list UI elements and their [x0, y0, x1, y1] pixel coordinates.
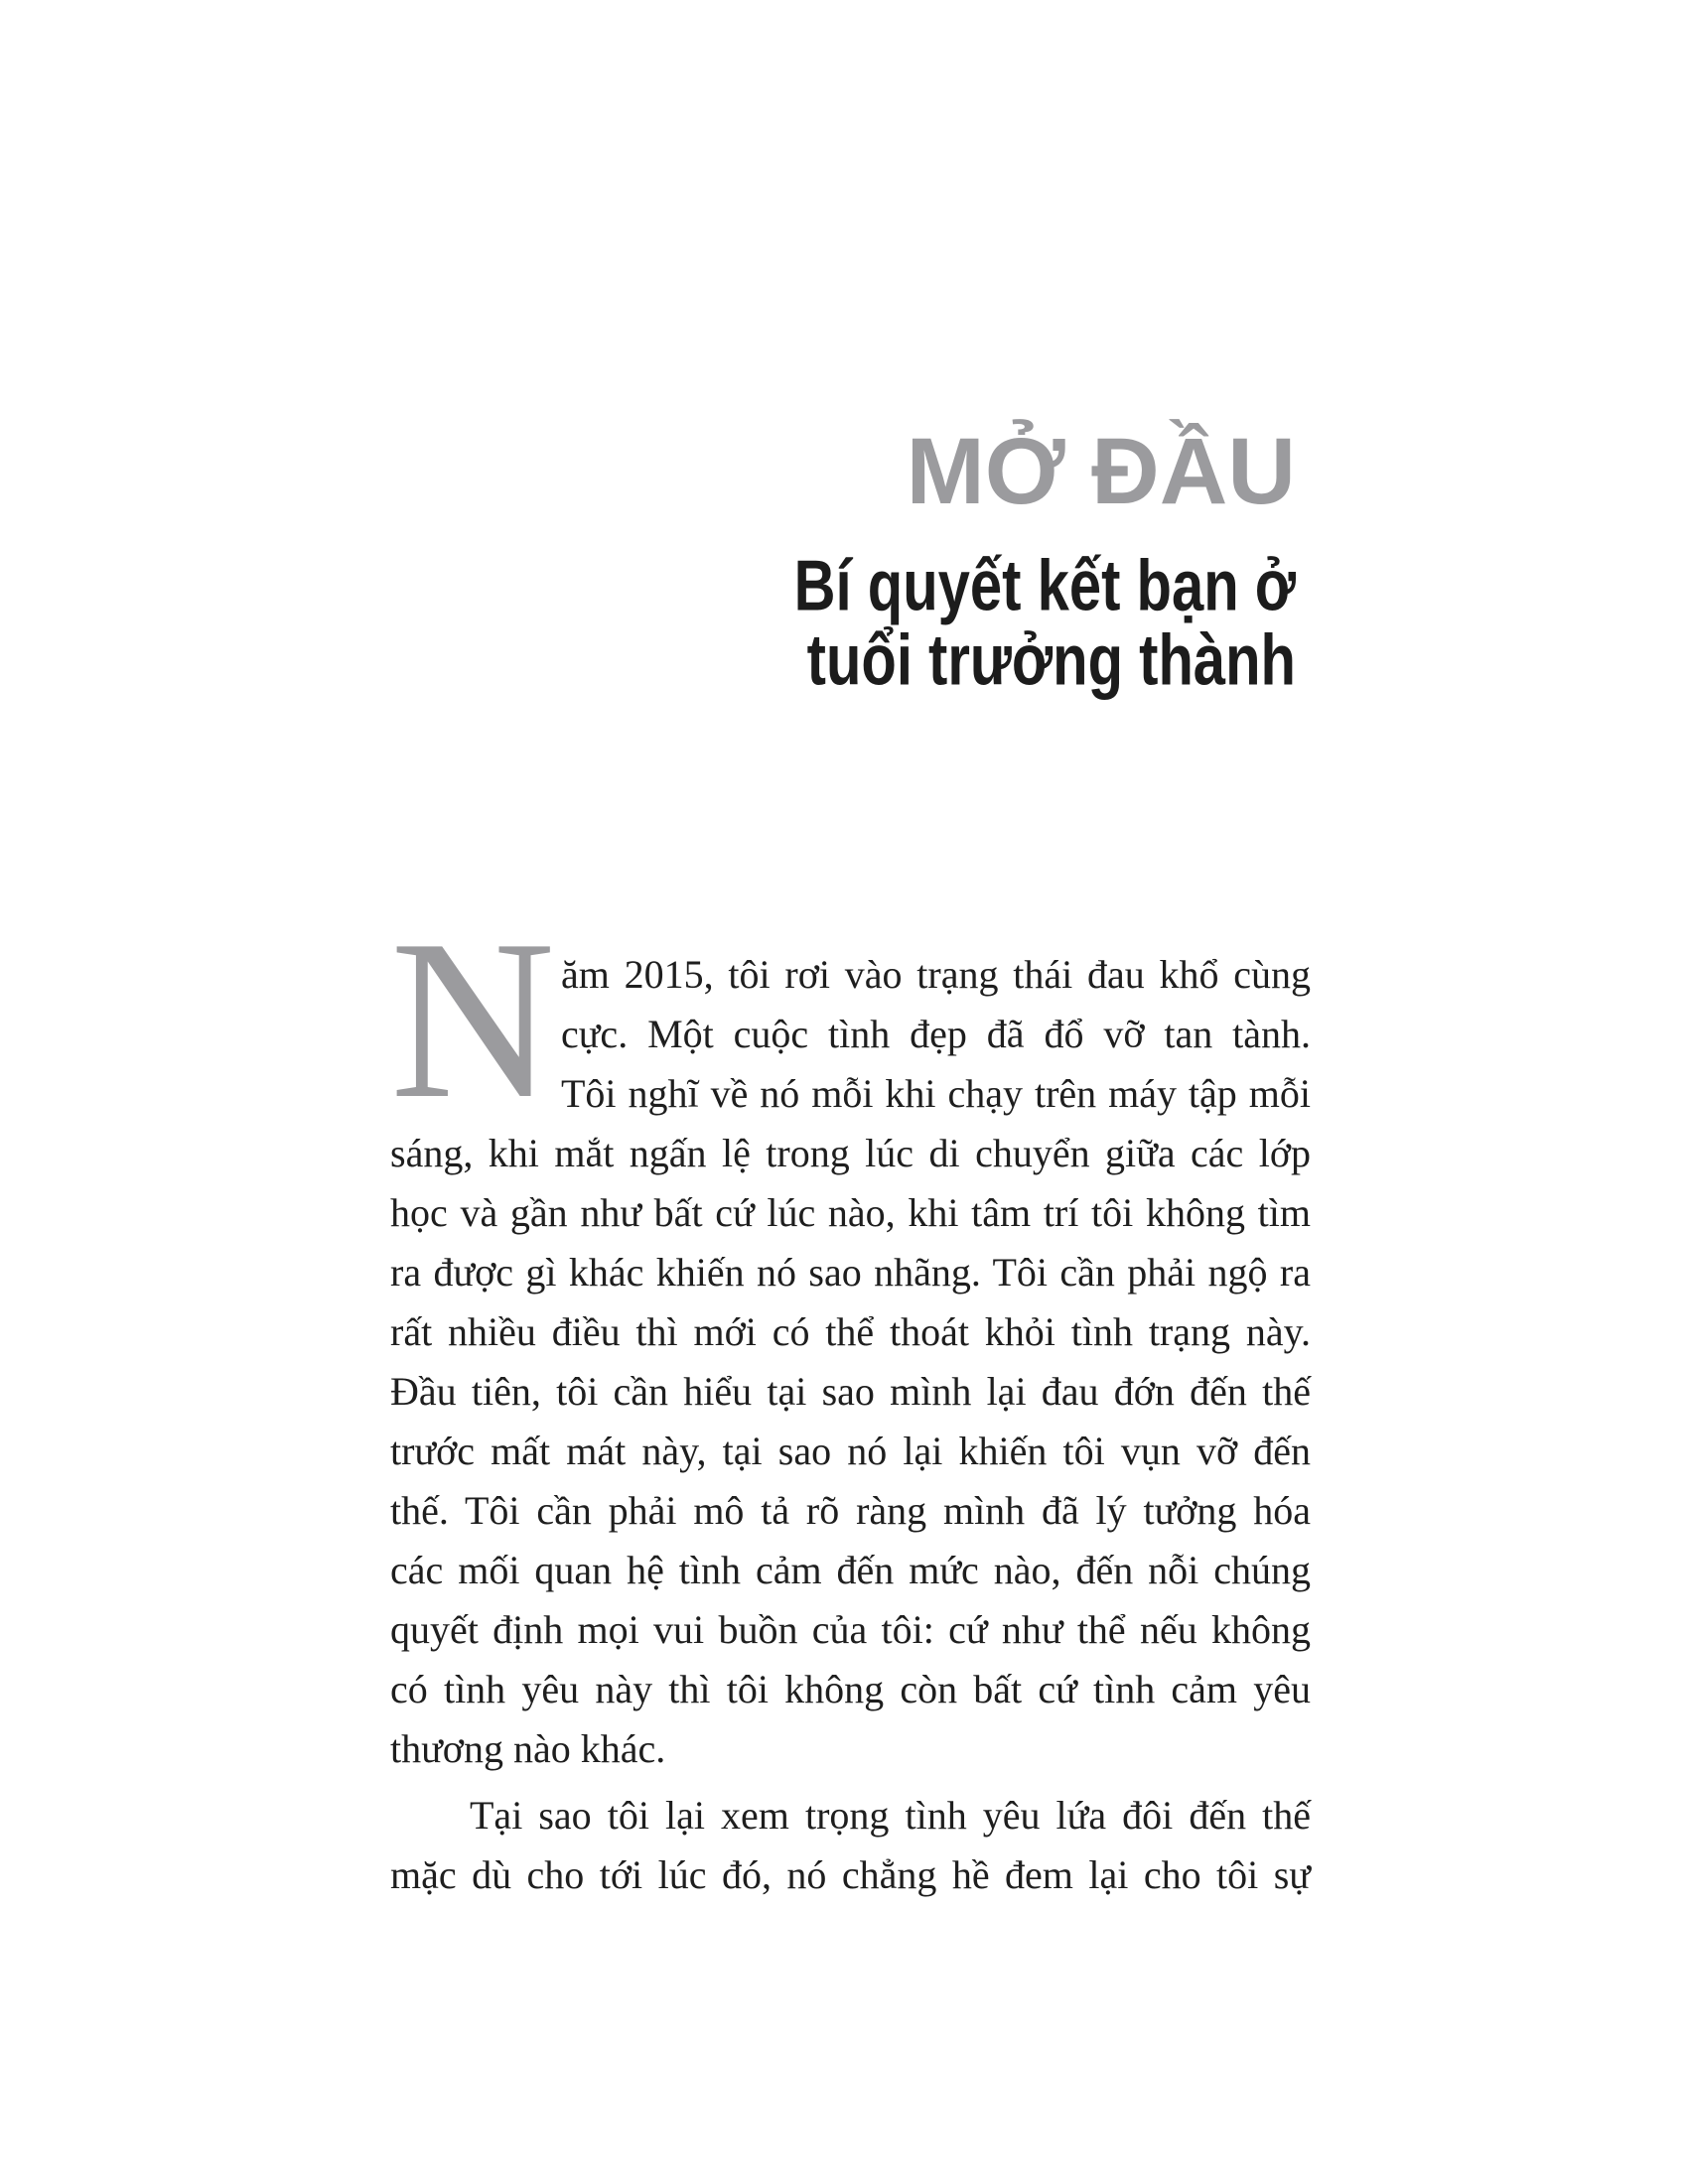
chapter-title: MỞ ĐẦU [906, 419, 1296, 524]
chapter-subtitle-line-2: tuổi trưởng thành [806, 619, 1296, 701]
body-line: quyết định mọi vui buồn của tôi: cứ như thể nếu không [390, 1607, 1311, 1652]
body-line: Tôi nghĩ về nó mỗi khi chạy trên máy tập mỗi [561, 1071, 1311, 1116]
paragraph-2 [390, 1786, 1311, 1905]
body-line: thương nào khác. [390, 1726, 666, 1771]
body-line: cực. Một cuộc tình đẹp đã đổ vỡ tan tành. [561, 1012, 1311, 1056]
body-line: có tình yêu này thì tôi không còn bất cứ tình cảm yêu [390, 1667, 1311, 1711]
paragraph-1 [390, 892, 1311, 1779]
body-line: học và gần như bất cứ lúc nào, khi tâm trí tôi không tìm [390, 1190, 1311, 1235]
body-line: ăm 2015, tôi rơi vào trạng thái đau khổ cùng [561, 952, 1311, 997]
body-line: Tại sao tôi lại xem trọng tình yêu lứa đôi đến thế [470, 1793, 1311, 1838]
body-line: trước mất mát này, tại sao nó lại khiến tôi vụn vỡ đến [390, 1429, 1311, 1473]
chapter-subtitle-line-1: Bí quyết kết bạn ở [793, 545, 1296, 626]
body-line: sáng, khi mắt ngấn lệ trong lúc di chuyển giữa các lớp [390, 1131, 1311, 1175]
body-line: mặc dù cho tới lúc đó, nó chẳng hề đem lại cho tôi sự [390, 1852, 1311, 1897]
body-text [390, 892, 1311, 1905]
body-line: Đầu tiên, tôi cần hiểu tại sao mình lại đau đớn đến thế [390, 1369, 1311, 1414]
body-line: rất nhiều điều thì mới có thể thoát khỏi tình trạng này. [390, 1309, 1311, 1354]
chapter-subtitle [793, 545, 1296, 701]
body-line: các mối quan hệ tình cảm đến mức nào, đến nỗi chúng [390, 1548, 1311, 1592]
body-line: thế. Tôi cần phải mô tả rõ ràng mình đã lý tưởng hóa [390, 1488, 1311, 1533]
drop-cap: N [390, 892, 556, 1146]
body-line: ra được gì khác khiến nó sao nhãng. Tôi cần phải ngộ ra [390, 1250, 1311, 1295]
